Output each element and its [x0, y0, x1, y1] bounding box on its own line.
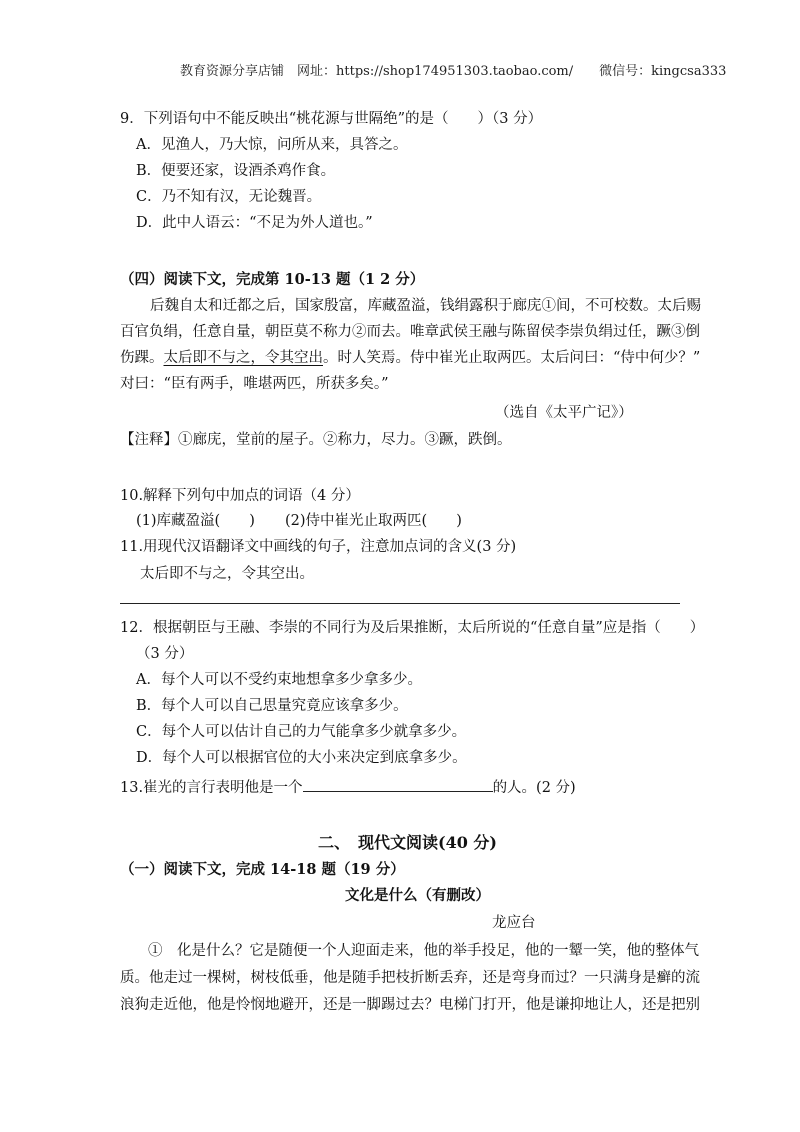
passage-line-3-post: 。时人笑焉。侍中崔光止取两匹。太后问曰：“侍中何少？” [323, 350, 701, 366]
q10-sub-1: (1)库藏盈溢( ) [136, 513, 255, 529]
q9-option-c: C．乃不知有汉，无论魏晋。 [136, 189, 322, 205]
article-author: 龙应台 [492, 915, 536, 931]
part2-subsection-title: （一）阅读下文，完成 14-18 题（19 分） [120, 861, 405, 878]
passage-line-2: 百官负绢，任意自量，朝臣莫不称力②而去。唯章武侯王融与陈留侯李崇负绢过任，蹶③倒 [120, 324, 700, 340]
passage-line-4: 对曰：“臣有两手，唯堪两匹，所获多矣。” [120, 376, 389, 392]
q12-option-a: A．每个人可以不受约束地想拿多少拿多少。 [136, 672, 422, 688]
q13-post: 的人。(2 分) [492, 780, 576, 796]
q12-option-b: B．每个人可以自己思量究竟应该拿多少。 [136, 698, 408, 714]
article-para-line-1: ① 化是什么？它是随便一个人迎面走来，他的举手投足，他的一颦一笑，他的整体气 [148, 943, 699, 959]
q13-pre: 13.崔光的言行表明他是一个 [120, 780, 303, 796]
page-header: 教育资源分享店铺 网址：https://shop174951303.taobao.com/ 微信号：kingcsa333 [180, 64, 727, 79]
section4-title: （四）阅读下文，完成第 10-13 题（1 2 分） [120, 271, 425, 288]
passage-source: （选自《太平广记》） [495, 405, 633, 421]
q13-line [120, 776, 576, 797]
passage-notes: 【注释】①廊庑，堂前的屋子。②称力，尽力。③蹶，跌倒。 [120, 432, 512, 448]
part2-title: 二、 现代文阅读(40 分) [318, 833, 497, 852]
article-title: 文化是什么（有删改） [345, 887, 490, 904]
q12-option-c: C．每个人可以估计自己的力气能拿多少就拿多少。 [136, 724, 467, 740]
q10-stem: 10.解释下列句中加点的词语（4 分） [120, 488, 360, 504]
q13-blank[interactable] [303, 777, 493, 792]
underlined-sentence: 太后即不与之，令其空出 [163, 350, 323, 366]
q12-option-d: D．每个人可以根据官位的大小来决定到底拿多少。 [136, 750, 467, 766]
passage-line-3-pre: 伤踝。 [120, 350, 164, 366]
q10-sub-2: (2)侍中崔光止取两匹( ) [285, 513, 462, 529]
q11-sentence: 太后即不与之，令其空出。 [140, 566, 314, 582]
q9-option-a: A．见渔人，乃大惊，问所从来，具答之。 [136, 137, 408, 153]
q9-option-d: D．此中人语云：“不足为外人道也。” [136, 215, 373, 231]
article-para-line-2: 质。他走过一棵树，树枝低垂，他是随手把枝折断丢弃，还是弯身而过？一只满身是癣的流 [120, 970, 700, 986]
q12-stem: 12．根据朝臣与王融、李崇的不同行为及后果推断，太后所说的“任意自量”应是指（ ） [120, 620, 705, 636]
answer-line [120, 603, 680, 604]
passage-line-3 [120, 346, 700, 367]
q11-stem: 11.用现代汉语翻译文中画线的句子，注意加点词的含义(3 分) [120, 539, 517, 555]
q9-stem: 9．下列语句中不能反映出“桃花源与世隔绝”的是（ ）（3 分） [120, 111, 543, 127]
passage-line-1: 后魏自太和迁都之后，国家殷富，库藏盈溢，钱绢露积于廊庑①间，不可校数。太后赐 [150, 298, 701, 314]
q9-option-b: B．便要还家，设酒杀鸡作食。 [136, 163, 336, 179]
article-para-line-3: 浪狗走近他，他是怜悯地避开，还是一脚踢过去？电梯门打开，他是谦抑地让人，还是把别 [120, 997, 700, 1013]
q12-points: （3 分） [136, 646, 194, 662]
